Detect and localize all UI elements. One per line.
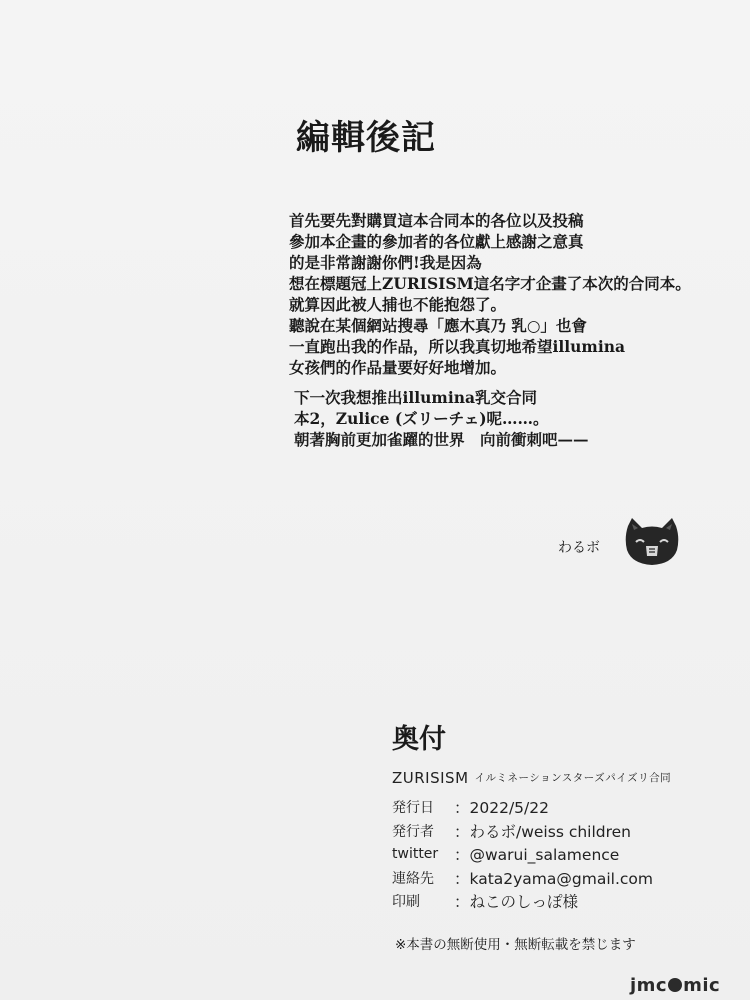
text-line: 聽說在某個網站搜尋「應木真乃 乳○」也會 <box>289 316 587 335</box>
watermark-text-start: jmc <box>630 975 668 996</box>
watermark-o-glyph <box>668 978 682 992</box>
afterword-title: 編輯後記 <box>296 118 436 158</box>
text-line: 下一次我想推出illumina乳交合同 <box>294 388 538 407</box>
text-line: 女孩們的作品量要好好地增加。 <box>289 358 507 377</box>
colophon-block <box>392 766 732 913</box>
contact-value: ：kata2yama@gmail.com <box>454 869 653 888</box>
publisher-label: 発行者 <box>392 823 434 840</box>
twitter-label: twitter <box>392 846 439 863</box>
text-line: 想在標題冠上ZURISISM這名字才企畫了本次的合同本。 <box>289 274 691 293</box>
text-line: 參加本企畫的參加者的各位獻上感謝之意真 <box>289 232 584 251</box>
colophon-row-publisher <box>392 819 732 843</box>
printer-value: ：ねこのしっぽ様 <box>454 893 579 912</box>
work-subtitle: イルミネーションスターズパイズリ合同 <box>474 772 672 785</box>
publish-date-label: 発行日 <box>392 800 434 817</box>
site-watermark <box>630 975 720 996</box>
printer-label: 印刷 <box>392 894 420 911</box>
colophon-row-twitter <box>392 843 732 867</box>
colophon-row-contact <box>392 866 732 890</box>
text-line: 首先要先對購買這本合同本的各位以及投稿 <box>289 211 584 230</box>
twitter-value: ：@warui_salamence <box>454 846 620 865</box>
text-line: 就算因此被人捕也不能抱怨了。 <box>289 295 507 314</box>
text-line: 朝著胸前更加雀躍的世界 向前衝刺吧—— <box>294 430 589 449</box>
text-line: 的是非常謝謝你們!我是因為 <box>289 253 482 272</box>
work-title: ZURISISM <box>392 768 469 787</box>
cat-face-icon <box>622 516 682 568</box>
colophon-row-printer <box>392 890 732 914</box>
watermark-text-end: mic <box>683 975 721 996</box>
publisher-value: ：わるボ/weiss children <box>454 822 632 841</box>
colophon-row-publish-date <box>392 796 732 820</box>
author-signature: わるボ <box>558 540 600 556</box>
contact-label: 連絡先 <box>392 870 434 887</box>
text-line: 一直跑出我的作品，所以我真切地希望illumina <box>289 337 626 356</box>
colophon-work-title <box>392 766 732 790</box>
colophon-title: 奥付 <box>392 724 446 755</box>
publish-date-value: ：2022/5/22 <box>454 799 549 818</box>
text-line: 本2，Zulice (ズリーチェ)呢……。 <box>294 409 549 428</box>
afterword-paragraph-1 <box>289 210 729 378</box>
afterword-paragraph-2 <box>294 387 714 450</box>
copyright-notice: ※本書の無断使用・無断転載を禁じます <box>395 937 636 953</box>
